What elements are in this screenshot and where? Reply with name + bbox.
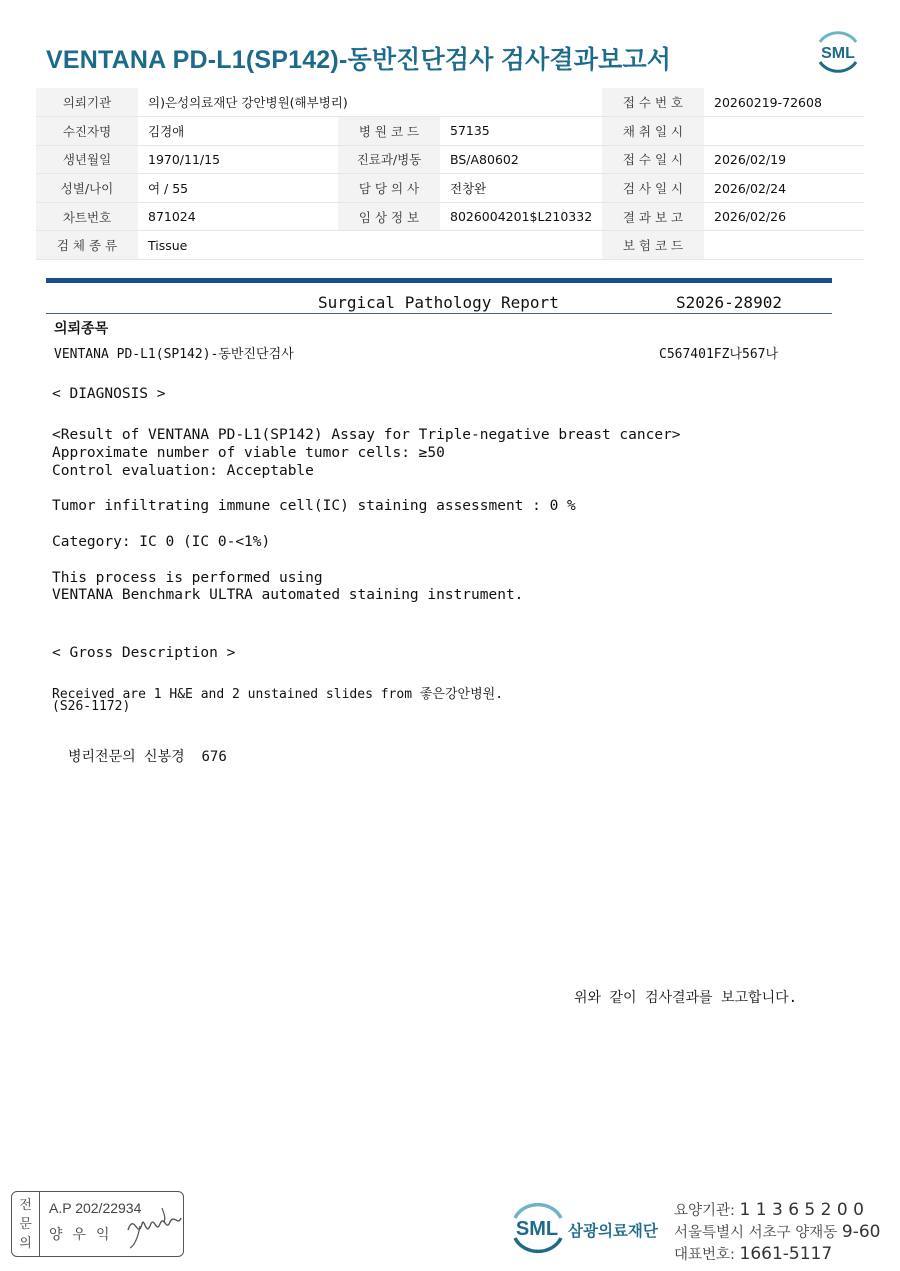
- stamp-side-label: [12, 1192, 40, 1256]
- info-row: [36, 174, 864, 203]
- stamp-ap-number: A.P 202/22934: [49, 1200, 142, 1216]
- info-label: 검 체 종 류: [36, 231, 138, 260]
- info-label: 임 상 정 보: [338, 202, 440, 231]
- info-label: 차트번호: [36, 202, 138, 231]
- info-value: 57135: [440, 117, 602, 146]
- sml-logo-text: SML: [821, 45, 855, 62]
- info-label: 병 원 코 드: [338, 117, 440, 146]
- diagnosis-line: Tumor infiltrating immune cell(IC) staining assessment : 0 %: [52, 498, 576, 514]
- footer-info-value: 9-60: [841, 1222, 881, 1242]
- info-label: 진료과/병동: [338, 145, 440, 174]
- footer-info-label: 서울특별시 서초구 양재동: [674, 1225, 838, 1241]
- info-value: [704, 117, 864, 146]
- info-label: 의뢰기관: [36, 88, 138, 117]
- diagnosis-line: <Result of VENTANA PD-L1(SP142) Assay for Triple-negative breast cancer>: [52, 427, 681, 443]
- info-value: 20260219-72608: [704, 88, 864, 117]
- order-code: C567401FZ나567나: [659, 347, 779, 362]
- info-value: 2026/02/26: [704, 202, 864, 231]
- info-label: 검 사 일 시: [602, 174, 704, 203]
- section-divider-bar: [46, 278, 832, 283]
- info-label: 보 험 코 드: [602, 231, 704, 260]
- diagnosis-line: VENTANA Benchmark ULTRA automated staining instrument.: [52, 587, 524, 603]
- diagnosis-heading: < DIAGNOSIS >: [52, 386, 166, 402]
- info-value: 김경애: [138, 117, 338, 146]
- footer-info-line: [674, 1221, 881, 1242]
- page-title: VENTANA PD-L1(SP142)-동반진단검사 검사결과보고서: [46, 46, 672, 74]
- order-label: 의뢰종목: [54, 321, 109, 337]
- info-row: [36, 145, 864, 174]
- info-row: [36, 231, 864, 260]
- info-value: 871024: [138, 202, 338, 231]
- footer-info-label: 대표번호:: [674, 1247, 735, 1263]
- footer-info-label: 요양기관:: [674, 1203, 735, 1219]
- stamp-side-char: 문: [19, 1216, 32, 1232]
- stamp-name: 양우익: [49, 1226, 120, 1242]
- sml-footer-logo: [507, 1198, 569, 1256]
- diagnosis-line: Approximate number of viable tumor cells: ≥50: [52, 445, 445, 461]
- handwritten-signature: [124, 1200, 184, 1250]
- sml-logo: [812, 28, 864, 76]
- stamp-side-char: 전: [19, 1197, 32, 1213]
- info-value: BS/A80602: [440, 145, 602, 174]
- report-title-underline: [46, 313, 832, 314]
- diagnosis-line: This process is performed using: [52, 570, 323, 586]
- info-value: 2026/02/24: [704, 174, 864, 203]
- diagnosis-line: Category: IC 0 (IC 0-<1%): [52, 534, 271, 550]
- order-name: VENTANA PD-L1(SP142)-동반진단검사: [54, 347, 294, 362]
- gross-line: Received are 1 H&E and 2 unstained slides from 좋은강안병원.: [52, 687, 504, 702]
- info-value: Tissue: [138, 231, 602, 260]
- info-label: 담 당 의 사: [338, 174, 440, 203]
- gross-line: (S26-1172): [52, 699, 131, 714]
- info-value: 여 / 55: [138, 174, 338, 203]
- footer-info-value: 1661-5117: [739, 1244, 833, 1264]
- info-value: 8026004201$L210332: [440, 202, 602, 231]
- info-value: 1970/11/15: [138, 145, 338, 174]
- footer-info-line: [674, 1199, 864, 1220]
- info-row: [36, 88, 864, 117]
- diagnosis-line: Control evaluation: Acceptable: [52, 463, 314, 479]
- footer-org-name: 삼광의료재단: [568, 1222, 658, 1240]
- info-label: 채 취 일 시: [602, 117, 704, 146]
- footer-info-line: [674, 1243, 832, 1264]
- info-row: [36, 202, 864, 231]
- info-label: 수진자명: [36, 117, 138, 146]
- info-value: [704, 231, 864, 260]
- footer-logo-text: SML: [515, 1218, 559, 1240]
- footer-info-value: 1 1 3 6 5 2 0 0: [739, 1200, 864, 1220]
- report-title: Surgical Pathology Report: [318, 293, 559, 312]
- info-label: 생년월일: [36, 145, 138, 174]
- info-value: 의)은성의료재단 강안병원(해부병리): [138, 88, 602, 117]
- closing-statement: 위와 같이 검사결과를 보고합니다.: [574, 990, 798, 1006]
- stamp-side-char: 의: [19, 1235, 32, 1251]
- gross-heading: < Gross Description >: [52, 645, 236, 661]
- info-label: 성별/나이: [36, 174, 138, 203]
- info-label: 접 수 일 시: [602, 145, 704, 174]
- info-row: [36, 117, 864, 146]
- info-label: 결 과 보 고: [602, 202, 704, 231]
- pathologist-signature-line: 병리전문의 신봉경 676: [68, 749, 227, 765]
- info-value: 2026/02/19: [704, 145, 864, 174]
- patient-info-table: [36, 88, 864, 260]
- report-number: S2026-28902: [676, 293, 782, 312]
- info-value: 전창완: [440, 174, 602, 203]
- info-label: 접 수 번 호: [602, 88, 704, 117]
